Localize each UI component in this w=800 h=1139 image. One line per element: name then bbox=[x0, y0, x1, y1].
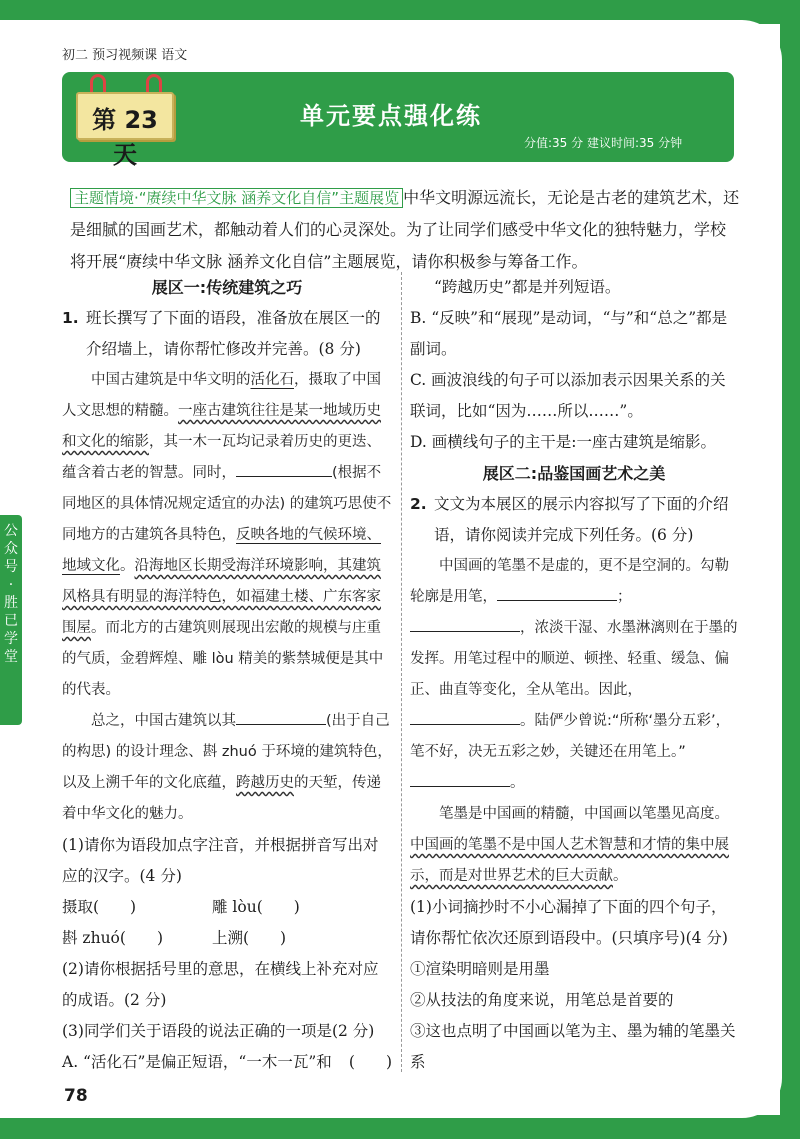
course-label: 初二 预习视频课 语文 bbox=[62, 48, 188, 63]
answer-paren[interactable]: ( ) bbox=[348, 1053, 392, 1071]
passage-paragraph-1: 中国古建筑是中华文明的活化石，摄取了中国人文思想的精髓。一座古建筑往往是某一地域历史和文化的缩影，其一木一瓦均记录着历史的更迭、蕴含着古老的智慧。同时， (根据不同地区的具体情况规定适宜的办法) 的建筑巧思使不同地方的古建筑各具特色，反映各地的气候环境、地域文化。沿海地区长期受海洋环境影响，其建筑风格具有明显的海洋特色，如福建土楼、广东客家围屋。而北方的古建筑则展现出宏敞的规模与庄重的气质，金碧辉煌、雕 lòu 精美的紫禁城便是其中的代表。 bbox=[62, 372, 392, 698]
answer-blank[interactable] bbox=[236, 460, 332, 477]
section-heading-2: 展区二:品鉴国画艺术之美 bbox=[482, 464, 666, 483]
question-number: 1. bbox=[62, 309, 79, 327]
day-tag bbox=[76, 92, 174, 169]
question-1 bbox=[62, 303, 392, 365]
option-a-continued: “跨越历史”都是并列短语。 bbox=[434, 278, 621, 296]
answer-blank[interactable] bbox=[497, 584, 617, 601]
sentence-option: ①渲染明暗则是用墨 bbox=[410, 960, 550, 978]
page-title: 单元要点强化练 bbox=[300, 102, 482, 130]
right-border bbox=[780, 0, 800, 1139]
passage-paragraph-3: 中国画的笔墨不是虚的，更不是空洞的。勾勒轮廓是用笔， ；，浓淡干湿、水墨淋漓则在于墨的发挥。用笔过程中的顺逆、顿挫、轻重、缓急、偏正、曲直等变化，全从笔出。因此，。陆俨少曾说:“所称‘墨分五彩’，笔不好，决无五彩之妙，关键还在用笔上。”。 bbox=[410, 558, 738, 791]
theme-box: 主题情境·“赓续中华文脉 涵养文化自信”主题展览 bbox=[70, 188, 403, 208]
section-heading-1: 展区一:传统建筑之巧 bbox=[151, 278, 303, 297]
wavy-underlined-phrase: 跨越历史 bbox=[236, 775, 294, 791]
sub-question-3: (3)同学们关于语段的说法正确的一项是(2 分) ( ) bbox=[62, 1016, 392, 1047]
sub-question-1: (1)小词摘抄时不小心漏掉了下面的四个句子，请你帮忙依次还原到语段中。(只填序号)(4 分) bbox=[410, 898, 728, 947]
option-b: B. “反映”和“展现”是动词，“与”和“总之”都是副词。 bbox=[410, 309, 728, 358]
sentence-option: ③这也点明了中国画以笔为主、墨为辅的笔墨关系 bbox=[410, 1022, 736, 1071]
pinyin-item[interactable]: 上溯( ) bbox=[212, 929, 287, 947]
intro-paragraph bbox=[70, 182, 740, 278]
side-tab-text: 公众号·胜已学堂 bbox=[4, 523, 18, 665]
right-column bbox=[410, 272, 738, 1078]
answer-blank[interactable] bbox=[236, 708, 326, 725]
sub-question-2: (2)请你根据括号里的意思，在横线上补充对应的成语。(2 分) bbox=[62, 960, 379, 1009]
pinyin-item[interactable]: 摄取( ) bbox=[62, 898, 137, 916]
intro-text: 中华文明源远流长，无论是古老的建筑艺术，还是细腻的国画艺术，都触动着人们的心灵深处。为了让同学们感受中华文化的独特魅力，学校将开展“赓续中华文脉 涵养文化自信”主题展览，请你积极参与筹备工作。 bbox=[70, 188, 740, 271]
underlined-phrase: 反映各地的气候环境、地域文化 bbox=[62, 527, 381, 574]
wavy-underlined-sentence: 中国画的笔墨不是中国人艺术智慧和才情的集中展示，而是对世界艺术的巨大贡献 bbox=[410, 837, 729, 884]
page-number: 78 bbox=[64, 1086, 88, 1106]
question-number: 2. bbox=[410, 495, 427, 513]
passage-paragraph-2: 总之，中国古建筑以其 (出于自己的构思) 的设计理念、斟 zhuó 于环境的建筑特色，以及上溯千年的文化底蕴，跨越历史的天堑，传递着中华文化的魅力。 bbox=[62, 706, 392, 830]
question-text: 班长撰写了下面的语段，准备放在展区一的介绍墙上，请你帮忙修改并完善。(8 分) bbox=[86, 309, 381, 358]
wavy-underlined-sentence: 一座古建筑往往是某一地域历史和文化的缩影 bbox=[62, 403, 381, 450]
answer-blank[interactable] bbox=[410, 615, 520, 632]
pinyin-row bbox=[62, 923, 392, 954]
sub-question-1: (1)请你为语段加点字注音，并根据拼音写出对应的汉字。(4 分) bbox=[62, 836, 379, 885]
option-a: A. “活化石”是偏正短语，“一木一瓦”和 bbox=[62, 1053, 332, 1071]
passage-paragraph-4: 笔墨是中国画的精髓，中国画以笔墨见高度。中国画的笔墨不是中国人艺术智慧和才情的集中展示，而是对世界艺术的巨大贡献。 bbox=[410, 806, 729, 884]
underlined-phrase: 活化石 bbox=[250, 372, 294, 388]
day-label: 第 23 天 bbox=[92, 106, 158, 169]
question-2 bbox=[410, 489, 738, 551]
option-c: C. 画波浪线的句子可以添加表示因果关系的关联词，比如“因为……所以……”。 bbox=[410, 371, 726, 420]
answer-blank[interactable] bbox=[410, 770, 510, 787]
score-time-meta: 分值:35 分 建议时间:35 分钟 bbox=[524, 136, 683, 150]
left-column bbox=[62, 272, 392, 1078]
column-divider bbox=[401, 272, 402, 1072]
wavy-underlined-sentence: 沿海地区长期受海洋环境影响，其建筑风格具有明显的海洋特色，如福建土楼、广东客家围屋 bbox=[62, 558, 381, 636]
pinyin-row bbox=[62, 892, 392, 923]
pinyin-item[interactable]: 雕 lòu( ) bbox=[212, 898, 300, 916]
option-d: D. 画横线句子的主干是:一座古建筑是缩影。 bbox=[410, 433, 716, 451]
bottom-border bbox=[0, 1115, 800, 1139]
sentence-option: ②从技法的角度来说，用笔总是首要的 bbox=[410, 991, 674, 1009]
pinyin-item[interactable]: 斟 zhuó( ) bbox=[62, 929, 163, 947]
question-text: 文文为本展区的展示内容拟写了下面的介绍语，请你阅读并完成下列任务。(6 分) bbox=[434, 495, 729, 544]
answer-blank[interactable] bbox=[410, 708, 520, 725]
